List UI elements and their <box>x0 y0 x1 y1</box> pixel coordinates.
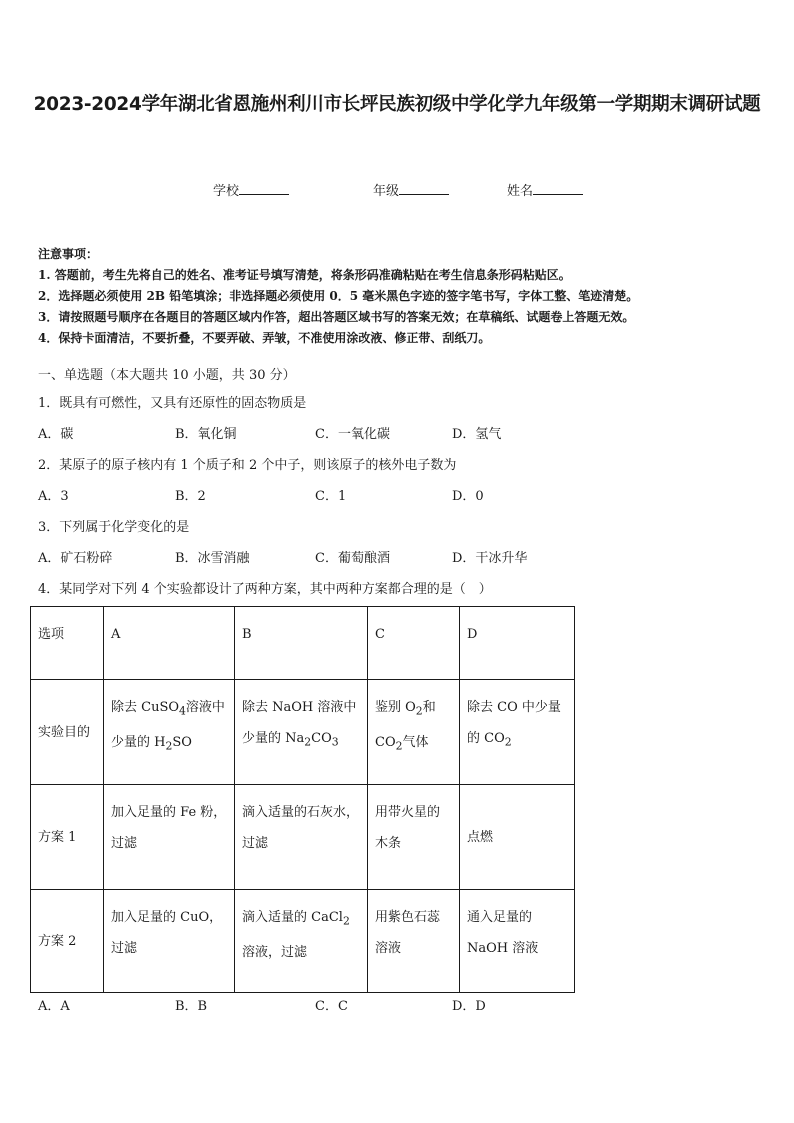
name-label: 姓名 <box>507 184 534 199</box>
table-cell: 除去 CuSO$_4$溶液中少量的 $H_2SO$ <box>104 680 235 785</box>
table-cell: 选项 <box>31 607 104 680</box>
option-a[interactable]: A．碳 <box>38 427 74 442</box>
option-a[interactable]: A．3 <box>38 489 69 504</box>
table-header-row <box>31 607 575 680</box>
table-cell: 用紫色石蕊溶液 <box>368 890 460 993</box>
page-title: 2023-2024学年湖北省恩施州利川市长坪民族初级中学化学九年级第一学期期末调研试题 <box>33 94 761 115</box>
table-cell: D <box>460 607 575 680</box>
option-c[interactable]: C．葡萄酿酒 <box>315 551 390 566</box>
option-b[interactable]: B．氧化铜 <box>175 427 237 442</box>
school-label: 学校 <box>213 184 240 199</box>
question-1-stem: 1．既具有可燃性，又具有还原性的固态物质是 <box>38 396 307 411</box>
question-2-stem: 2．某原子的原子核内有 1 个质子和 2 个中子，则该原子的核外电子数为 <box>38 458 457 473</box>
grade-field[interactable] <box>373 180 449 199</box>
student-info-fields <box>0 180 794 200</box>
question-2-options <box>38 487 638 507</box>
notes-heading: 注意事项： <box>38 247 99 261</box>
table-cell: 加入足量的 Fe 粉，过滤 <box>104 785 235 890</box>
table-cell: 点燃 <box>460 785 575 890</box>
row-label: 实验目的 <box>31 680 104 785</box>
table-cell: C <box>368 607 460 680</box>
table-cell: 通入足量的 NaOH 溶液 <box>460 890 575 993</box>
note-item: 3．请按照题号顺序在各题目的答题区域内作答，超出答题区域书写的答案无效；在草稿纸、试题卷上答题无效。 <box>38 310 635 324</box>
note-item: 2．选择题必须使用 2B 铅笔填涂；非选择题必须使用 0．5 毫米黑色字迹的签字笔书写，字体工整、笔迹清楚。 <box>38 289 639 303</box>
table-cell: 滴入适量的 CaCl$_2$溶液，过滤 <box>235 890 368 993</box>
option-d[interactable]: D．干冰升华 <box>452 551 528 566</box>
question-4-options <box>38 997 638 1017</box>
school-blank[interactable] <box>239 181 289 195</box>
table-cell: B <box>235 607 368 680</box>
table-row <box>31 785 575 890</box>
row-label: 方案 2 <box>31 890 104 993</box>
option-d[interactable]: D．D <box>452 999 486 1014</box>
experiment-table <box>30 606 575 993</box>
option-a[interactable]: A．A <box>38 999 70 1014</box>
option-d[interactable]: D．0 <box>452 489 484 504</box>
note-item: 4．保持卡面清洁，不要折叠，不要弄破、弄皱，不准使用涂改液、修正带、刮纸刀。 <box>38 331 491 345</box>
section-heading: 一、单选题（本大题共 10 小题，共 30 分） <box>38 368 296 383</box>
option-d[interactable]: D．氢气 <box>452 427 502 442</box>
table-cell: 除去 NaOH 溶液中少量的 $Na_2CO_3$ <box>235 680 368 785</box>
name-field[interactable] <box>507 180 583 199</box>
school-field[interactable] <box>213 180 289 199</box>
table-cell: 滴入适量的石灰水，过滤 <box>235 785 368 890</box>
option-b[interactable]: B．冰雪消融 <box>175 551 250 566</box>
question-3-stem: 3．下列属于化学变化的是 <box>38 520 190 535</box>
option-c[interactable]: C．C <box>315 999 348 1014</box>
table-cell: 加入足量的 CuO，过滤 <box>104 890 235 993</box>
option-c[interactable]: C．一氧化碳 <box>315 427 390 442</box>
question-3-options <box>38 549 638 569</box>
table-row <box>31 680 575 785</box>
table-cell: 用带火星的木条 <box>368 785 460 890</box>
option-b[interactable]: B．B <box>175 999 208 1014</box>
question-4-stem: 4．某同学对下列 4 个实验都设计了两种方案，其中两种方案都合理的是（ ） <box>38 582 492 597</box>
option-a[interactable]: A．矿石粉碎 <box>38 551 113 566</box>
table-cell: 鉴别 $O_2$和 $CO_2$气体 <box>368 680 460 785</box>
notes-block <box>38 244 758 349</box>
row-label: 方案 1 <box>31 785 104 890</box>
table-row <box>31 890 575 993</box>
grade-blank[interactable] <box>399 181 449 195</box>
grade-label: 年级 <box>373 184 400 199</box>
note-item: 1. 答题前，考生先将自己的姓名、准考证号填写清楚，将条形码准确粘贴在考生信息条形码粘贴区。 <box>38 268 571 282</box>
table-cell: 除去 CO 中少量的 $CO_2$ <box>460 680 575 785</box>
name-blank[interactable] <box>533 181 583 195</box>
question-1-options <box>38 425 638 445</box>
table-cell: A <box>104 607 235 680</box>
option-b[interactable]: B．2 <box>175 489 206 504</box>
option-c[interactable]: C．1 <box>315 489 347 504</box>
